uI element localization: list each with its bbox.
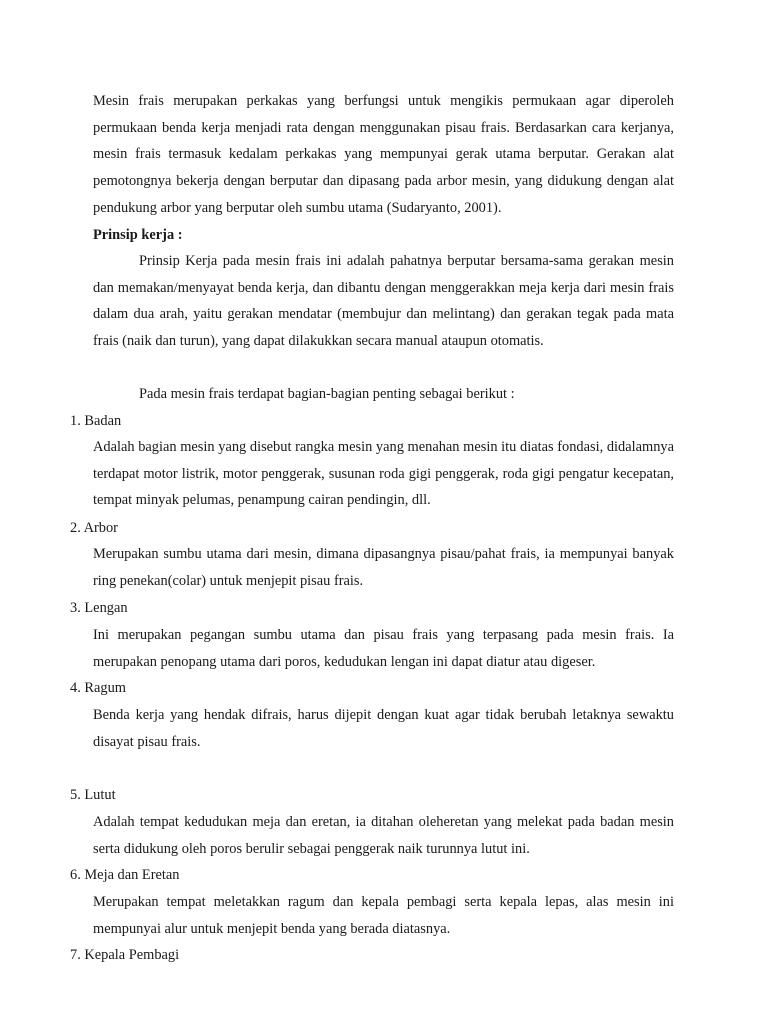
parts-intro: Pada mesin frais terdapat bagian-bagian penting sebagai berikut : bbox=[139, 386, 515, 402]
part-title-lutut: 5. Lutut bbox=[70, 787, 116, 803]
part-title-badan: 1. Badan bbox=[70, 413, 122, 429]
part-title-ragum: 4. Ragum bbox=[70, 680, 126, 696]
part-desc-ragum: Benda kerja yang hendak difrais, harus dijepit dengan kuat agar tidak berubah letaknya sewaktu disayat pisau frais. bbox=[93, 707, 674, 750]
part-title-arbor: 2. Arbor bbox=[70, 520, 118, 536]
part-title-lengan: 3. Lengan bbox=[70, 600, 128, 616]
part-desc-meja-eretan: Merupakan tempat meletakkan ragum dan kepala pembagi serta kepala lepas, alas mesin ini mempunyai alur untuk menjepit benda yang berada diatasnya. bbox=[93, 894, 674, 937]
part-desc-lengan: Ini merupakan pegangan sumbu utama dan pisau frais yang terpasang pada mesin frais. Ia merupakan penopang utama dari poros, kedudukan lengan ini dapat diatur atau digeser. bbox=[93, 627, 674, 670]
principle-paragraph: Prinsip Kerja pada mesin frais ini adalah pahatnya berputar bersama-sama gerakan mesin dan memakan/menyayat benda kerja, dan dibantu dengan menggerakkan meja kerja dari mesin frais dalam dua arah, yaitu gerakan mendatar (membujur dan melintang) dan gerakan tegak pada mata frais (naik dan turun), yang dapat dilakukkan secara manual ataupun otomatis. bbox=[93, 253, 674, 350]
part-desc-badan: Adalah bagian mesin yang disebut rangka mesin yang menahan mesin itu diatas fondasi, didalamnya terdapat motor listrik, motor penggerak, susunan roda gigi penggerak, roda gigi pengatur kecepatan, tempat minyak pelumas, penampung cairan pendingin, dll. bbox=[93, 439, 674, 509]
intro-paragraph: Mesin frais merupakan perkakas yang berfungsi untuk mengikis permukaan agar diperoleh permukaan benda kerja menjadi rata dengan menggunakan pisau frais. Berdasarkan cara kerjanya, mesin frais termasuk kedalam perkakas yang mempunyai gerak utama berputar. Gerakan alat pemotongnya bekerja dengan berputar dan dipasang pada arbor mesin, yang didukung dengan alat pendukung arbor yang berputar oleh sumbu utama (Sudaryanto, 2001). bbox=[93, 93, 674, 216]
part-title-kepala-pembagi: 7. Kepala Pembagi bbox=[70, 947, 180, 963]
part-desc-arbor: Merupakan sumbu utama dari mesin, dimana dipasangnya pisau/pahat frais, ia mempunyai banyak ring penekan(colar) untuk menjepit pisau frais. bbox=[93, 546, 674, 589]
part-title-meja-eretan: 6. Meja dan Eretan bbox=[70, 867, 180, 883]
principle-heading: Prinsip kerja : bbox=[93, 227, 183, 243]
part-desc-lutut: Adalah tempat kedudukan meja dan eretan, ia ditahan oleheretan yang melekat pada badan mesin serta didukung oleh poros berulir sebagai penggerak naik turunnya lutut ini. bbox=[93, 814, 674, 857]
